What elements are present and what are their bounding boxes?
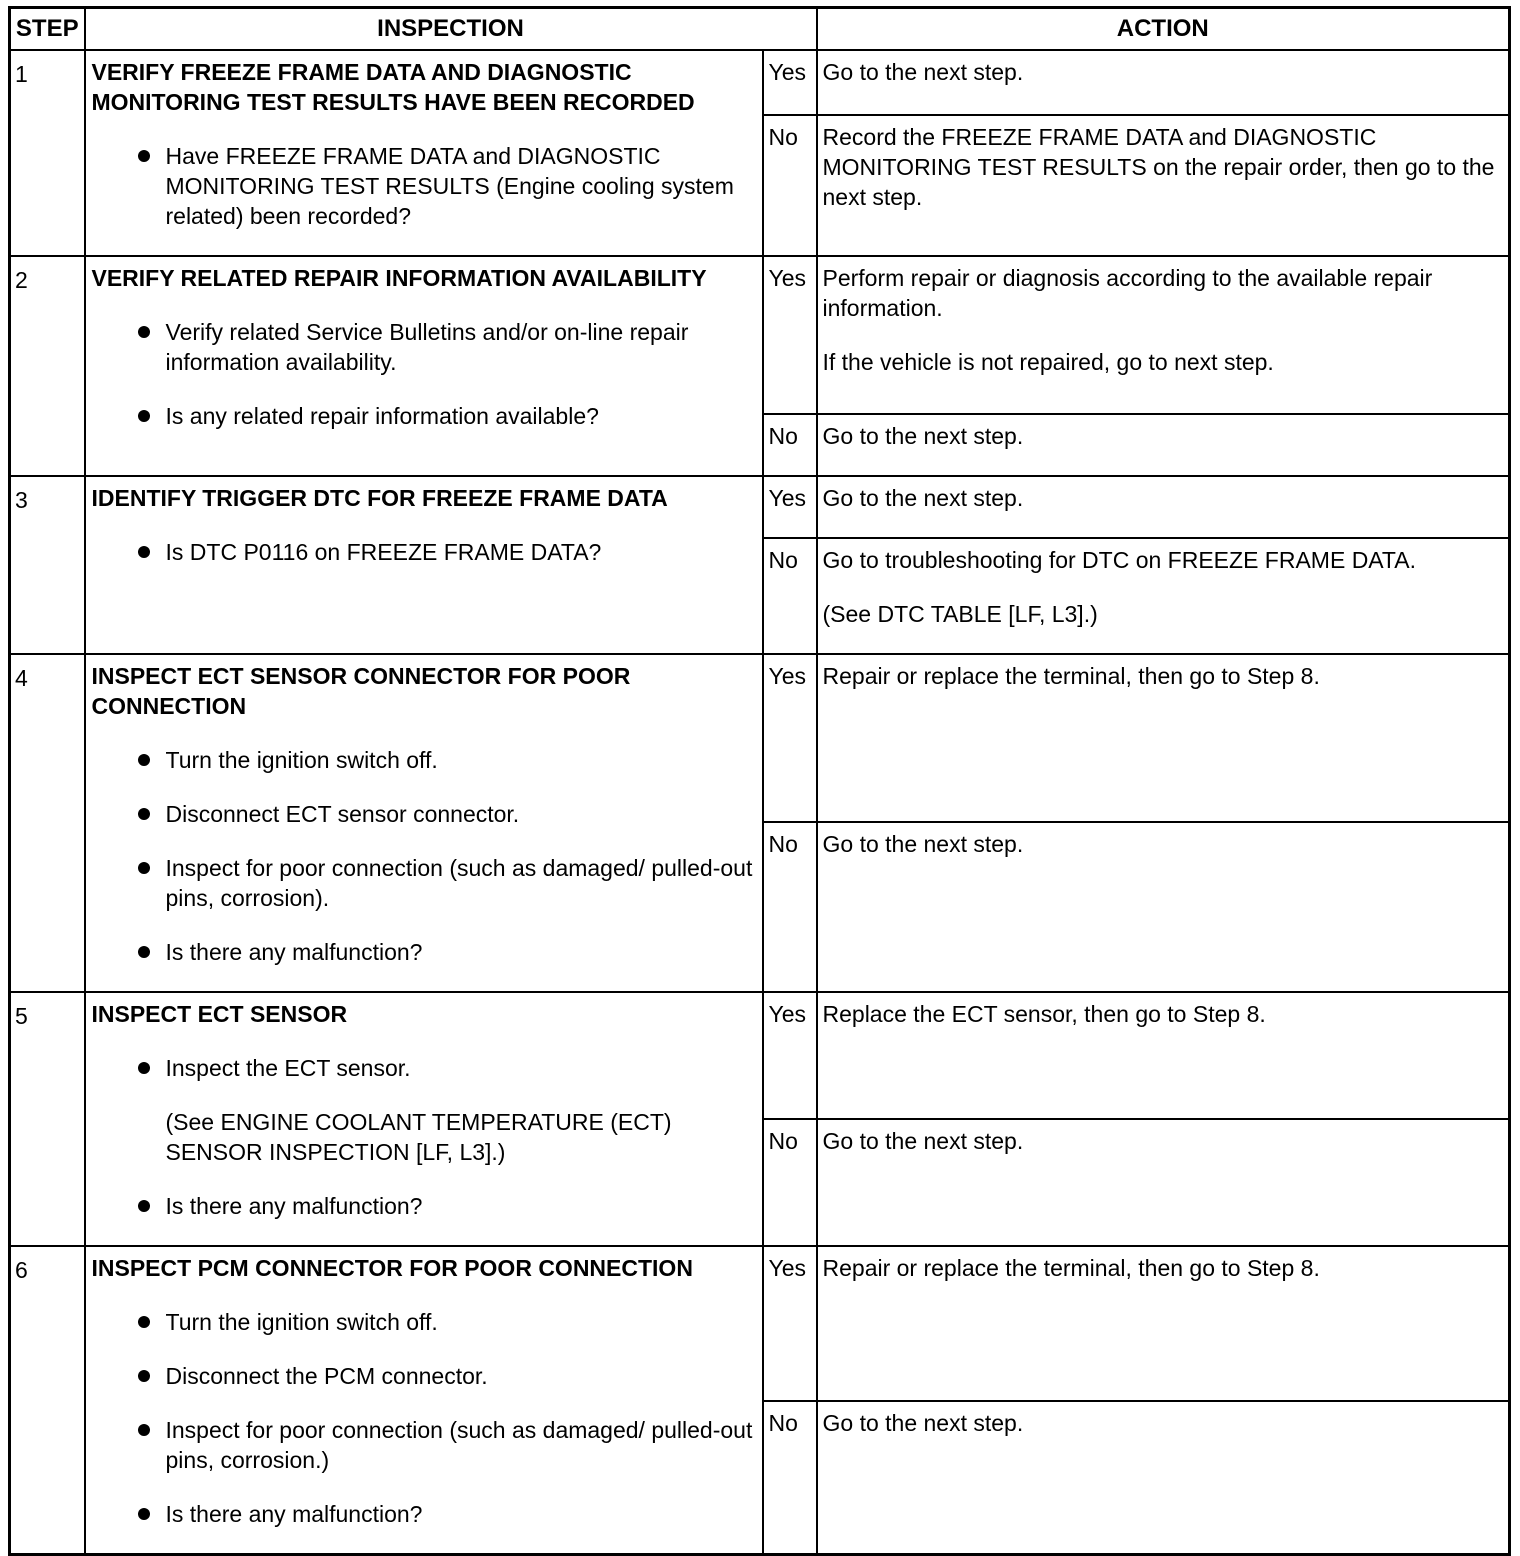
inspection-bullet <box>92 401 756 431</box>
bullet-icon <box>138 1370 150 1382</box>
no-label: No <box>763 1119 817 1246</box>
inspection-cell <box>85 476 763 654</box>
inspection-bullet <box>92 1191 756 1221</box>
inspection-bullet <box>92 1307 756 1337</box>
yes-action <box>817 992 1510 1119</box>
bullet-text: Is there any malfunction? <box>165 1193 423 1219</box>
bullet-text: Inspect for poor connection (such as damaged/ pulled-out pins, corrosion.) <box>165 1417 753 1473</box>
table-row <box>10 50 1510 115</box>
yes-label: Yes <box>763 256 817 414</box>
action-text: (See DTC TABLE [LF, L3].) <box>822 601 1098 627</box>
table-row <box>10 256 1510 414</box>
step-number: 3 <box>10 476 85 654</box>
bullet-icon <box>138 754 150 766</box>
bullet-text: Is there any malfunction? <box>165 939 423 965</box>
yes-action <box>817 256 1510 414</box>
bullet-icon <box>138 150 150 162</box>
inspection-bullet <box>92 1415 756 1475</box>
no-action <box>817 414 1510 476</box>
action-text: If the vehicle is not repaired, go to next step. <box>822 349 1274 375</box>
inspection-bullet <box>92 745 756 775</box>
inspection-bullet <box>92 317 756 377</box>
inspection-bullet <box>92 1499 756 1529</box>
inspection-bullet <box>92 141 756 231</box>
action-text: Go to the next step. <box>822 485 1024 511</box>
no-action <box>817 1119 1510 1246</box>
table-row <box>10 1246 1510 1401</box>
action-text: Go to the next step. <box>822 1410 1024 1437</box>
bullet-icon <box>138 1508 150 1520</box>
bullet-text: Verify related Service Bulletins and/or on-line repair information availability. <box>165 319 689 375</box>
inspection-bullet <box>92 937 756 967</box>
step-number: 2 <box>10 256 85 476</box>
bullet-icon <box>138 808 150 820</box>
yes-label: Yes <box>763 1246 817 1401</box>
table-row <box>10 992 1510 1119</box>
bullet-text: Turn the ignition switch off. <box>165 747 438 773</box>
header-inspection: INSPECTION <box>85 8 817 51</box>
action-text: Go to the next step. <box>822 830 1024 857</box>
step-number: 5 <box>10 992 85 1246</box>
yes-label: Yes <box>763 992 817 1119</box>
bullet-text: Have FREEZE FRAME DATA and DIAGNOSTIC MONITORING TEST RESULTS (Engine cooling system related) been recorded? <box>165 143 734 229</box>
inspection-cell <box>85 992 763 1246</box>
table-row <box>10 654 1510 822</box>
bullet-text: Inspect the ECT sensor. <box>165 1055 411 1081</box>
inspection-note: (See ENGINE COOLANT TEMPERATURE (ECT) SENSOR INSPECTION [LF, L3].) <box>165 1109 672 1165</box>
action-text: Go to troubleshooting for DTC on FREEZE FRAME DATA. <box>822 547 1417 573</box>
action-text: Repair or replace the terminal, then go to Step 8. <box>822 1255 1320 1281</box>
yes-action <box>817 1246 1510 1401</box>
inspection-cell <box>85 50 763 256</box>
yes-action <box>817 476 1510 538</box>
inspection-title: VERIFY RELATED REPAIR INFORMATION AVAILABILITY <box>91 265 707 291</box>
inspection-title: INSPECT ECT SENSOR <box>91 1001 348 1027</box>
inspection-cell <box>85 654 763 992</box>
bullet-text: Disconnect ECT sensor connector. <box>165 801 520 827</box>
action-text: Go to the next step. <box>822 423 1024 449</box>
step-number: 1 <box>10 50 85 256</box>
header-row <box>10 8 1510 51</box>
bullet-text: Is there any malfunction? <box>165 1501 423 1527</box>
yes-label: Yes <box>763 50 817 115</box>
yes-action <box>817 654 1510 822</box>
header-action: ACTION <box>817 8 1510 51</box>
bullet-icon <box>138 410 150 422</box>
bullet-icon <box>138 946 150 958</box>
no-label: No <box>763 414 817 476</box>
yes-label: Yes <box>763 654 817 822</box>
inspection-bullet <box>92 1053 756 1083</box>
inspection-title: VERIFY FREEZE FRAME DATA AND DIAGNOSTIC MONITORING TEST RESULTS HAVE BEEN RECORDED <box>91 59 695 115</box>
diagnostic-table <box>8 6 1511 1556</box>
bullet-text: Turn the ignition switch off. <box>165 1309 438 1335</box>
action-text: Replace the ECT sensor, then go to Step 8. <box>822 1001 1266 1027</box>
action-text: Perform repair or diagnosis according to the available repair information. <box>822 265 1433 321</box>
inspection-title: INSPECT PCM CONNECTOR FOR POOR CONNECTION <box>91 1255 693 1281</box>
step-number: 4 <box>10 654 85 992</box>
no-label: No <box>763 1401 817 1554</box>
step-number: 6 <box>10 1246 85 1555</box>
bullet-icon <box>138 862 150 874</box>
no-action <box>817 1401 1510 1554</box>
inspection-bullet <box>92 1361 756 1391</box>
inspection-title: IDENTIFY TRIGGER DTC FOR FREEZE FRAME DATA <box>91 485 668 511</box>
table-row <box>10 476 1510 538</box>
action-text: Record the FREEZE FRAME DATA and DIAGNOSTIC MONITORING TEST RESULTS on the repair order, then go to the next step. <box>822 124 1495 211</box>
bullet-icon <box>138 1424 150 1436</box>
bullet-icon <box>138 1062 150 1074</box>
bullet-icon <box>138 546 150 558</box>
bullet-text: Disconnect the PCM connector. <box>165 1363 488 1389</box>
action-text: Repair or replace the terminal, then go to Step 8. <box>822 663 1320 689</box>
action-text: Go to the next step. <box>822 1128 1024 1154</box>
table-body <box>10 50 1510 1555</box>
bullet-text: Is DTC P0116 on FREEZE FRAME DATA? <box>165 539 602 565</box>
no-action <box>817 115 1510 256</box>
bullet-icon <box>138 1316 150 1328</box>
no-label: No <box>763 822 817 992</box>
inspection-title: INSPECT ECT SENSOR CONNECTOR FOR POOR CONNECTION <box>91 663 631 719</box>
no-label: No <box>763 115 817 256</box>
inspection-bullet <box>92 799 756 829</box>
bullet-text: Inspect for poor connection (such as damaged/ pulled-out pins, corrosion). <box>165 855 753 911</box>
no-action <box>817 538 1510 654</box>
bullet-text: Is any related repair information available? <box>165 403 599 429</box>
action-text: Go to the next step. <box>822 59 1024 85</box>
no-action <box>817 822 1510 992</box>
bullet-icon <box>138 1200 150 1212</box>
inspection-cell <box>85 256 763 476</box>
yes-action <box>817 50 1510 115</box>
yes-label: Yes <box>763 476 817 538</box>
header-step: STEP <box>10 8 85 51</box>
inspection-cell <box>85 1246 763 1555</box>
bullet-icon <box>138 326 150 338</box>
no-label: No <box>763 538 817 654</box>
inspection-bullet <box>92 537 756 567</box>
inspection-bullet <box>92 853 756 913</box>
